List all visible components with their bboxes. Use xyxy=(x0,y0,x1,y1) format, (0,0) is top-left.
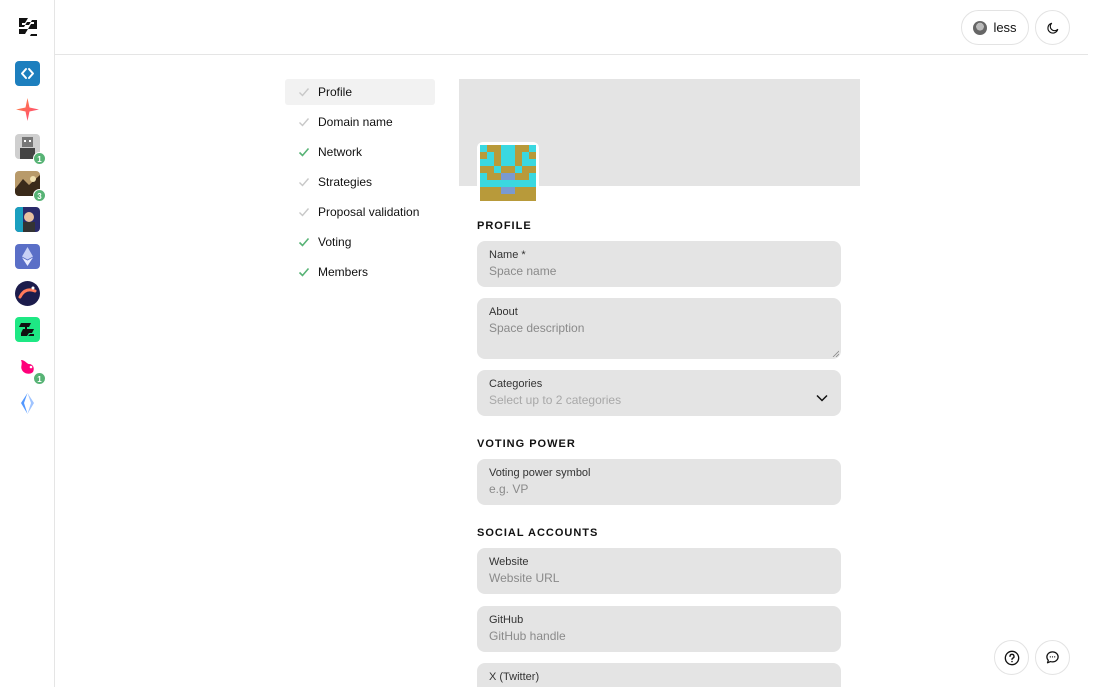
space-description-field[interactable] xyxy=(477,298,841,359)
step-strategies[interactable] xyxy=(285,169,435,195)
space-item[interactable] xyxy=(15,354,42,384)
step-label: Proposal validation xyxy=(318,205,420,219)
check-icon xyxy=(298,116,310,128)
step-network[interactable] xyxy=(285,139,435,165)
code-space-icon xyxy=(15,61,40,86)
field-label: X (Twitter) xyxy=(489,671,540,683)
step-label: Profile xyxy=(318,85,353,99)
step-proposal-validation[interactable] xyxy=(285,199,435,225)
voting-power-symbol-field[interactable] xyxy=(477,459,841,505)
space-item[interactable] xyxy=(15,134,42,164)
check-icon xyxy=(298,206,310,218)
field-placeholder: e.g. VP xyxy=(489,482,529,496)
space-item[interactable] xyxy=(15,171,42,201)
twitter-field[interactable] xyxy=(477,663,841,687)
field-label: Website xyxy=(489,556,529,568)
snapshot-space-icon xyxy=(15,317,40,342)
space-item[interactable] xyxy=(15,317,40,342)
step-domain-name[interactable] xyxy=(285,109,435,135)
ens-space-icon xyxy=(15,391,40,416)
avatar xyxy=(973,21,987,35)
field-label: Voting power symbol xyxy=(489,467,591,479)
categories-select[interactable] xyxy=(477,370,841,416)
space-item[interactable] xyxy=(15,97,40,122)
ethereum-space-icon xyxy=(15,244,40,269)
field-placeholder: Space description xyxy=(489,321,585,335)
starknet-space-icon xyxy=(15,281,40,306)
feedback-button[interactable] xyxy=(1035,640,1070,675)
field-placeholder: Select up to 2 categories xyxy=(489,393,622,407)
help-circle-icon xyxy=(1004,650,1020,666)
notification-badge: 1 xyxy=(33,372,46,385)
star-space-icon xyxy=(15,97,40,122)
step-label: Voting xyxy=(318,235,352,249)
space-name-field[interactable] xyxy=(477,241,841,287)
step-members[interactable] xyxy=(285,259,435,285)
field-label: Name * xyxy=(489,249,526,261)
user-menu-button[interactable] xyxy=(961,10,1029,45)
step-voting[interactable] xyxy=(285,229,435,255)
step-profile[interactable] xyxy=(285,79,435,105)
check-icon xyxy=(298,176,310,188)
chevron-down-icon xyxy=(816,394,828,402)
chat-bubble-icon xyxy=(1045,650,1060,665)
settings-steps-nav xyxy=(285,79,435,289)
step-label: Network xyxy=(318,145,363,159)
space-item[interactable] xyxy=(15,391,40,416)
check-icon xyxy=(298,146,310,158)
notification-badge: 1 xyxy=(33,152,46,165)
profile-section-title: PROFILE xyxy=(477,220,532,232)
theme-toggle-button[interactable] xyxy=(1035,10,1070,45)
space-item[interactable] xyxy=(15,207,40,232)
field-placeholder: Website URL xyxy=(489,571,560,585)
notification-badge: 3 xyxy=(33,189,46,202)
space-item[interactable] xyxy=(15,281,40,306)
help-button[interactable] xyxy=(994,640,1029,675)
resize-handle-icon[interactable] xyxy=(832,350,839,357)
moon-icon xyxy=(1046,21,1060,35)
space-avatar-upload[interactable] xyxy=(477,142,539,204)
field-placeholder: GitHub handle xyxy=(489,629,566,643)
space-avatar-icon xyxy=(480,145,536,201)
step-label: Domain name xyxy=(318,115,393,129)
sidebar xyxy=(0,0,55,687)
website-field[interactable] xyxy=(477,548,841,594)
field-label: About xyxy=(489,306,518,318)
check-icon xyxy=(298,86,310,98)
step-label: Strategies xyxy=(318,175,373,189)
check-icon xyxy=(298,266,310,278)
portrait-space-icon xyxy=(15,207,40,232)
space-item[interactable] xyxy=(15,244,40,269)
step-label: Members xyxy=(318,265,369,279)
space-item[interactable] xyxy=(15,61,40,86)
field-label: Categories xyxy=(489,378,543,390)
topbar xyxy=(55,0,1088,55)
voting-power-section-title: VOTING POWER xyxy=(477,438,576,450)
check-icon xyxy=(298,236,310,248)
github-field[interactable] xyxy=(477,606,841,652)
social-accounts-section-title: SOCIAL ACCOUNTS xyxy=(477,527,599,539)
field-label: GitHub xyxy=(489,614,524,626)
field-placeholder: Space name xyxy=(489,264,557,278)
username: less xyxy=(993,20,1017,35)
snapshot-logo-icon[interactable] xyxy=(16,15,40,39)
